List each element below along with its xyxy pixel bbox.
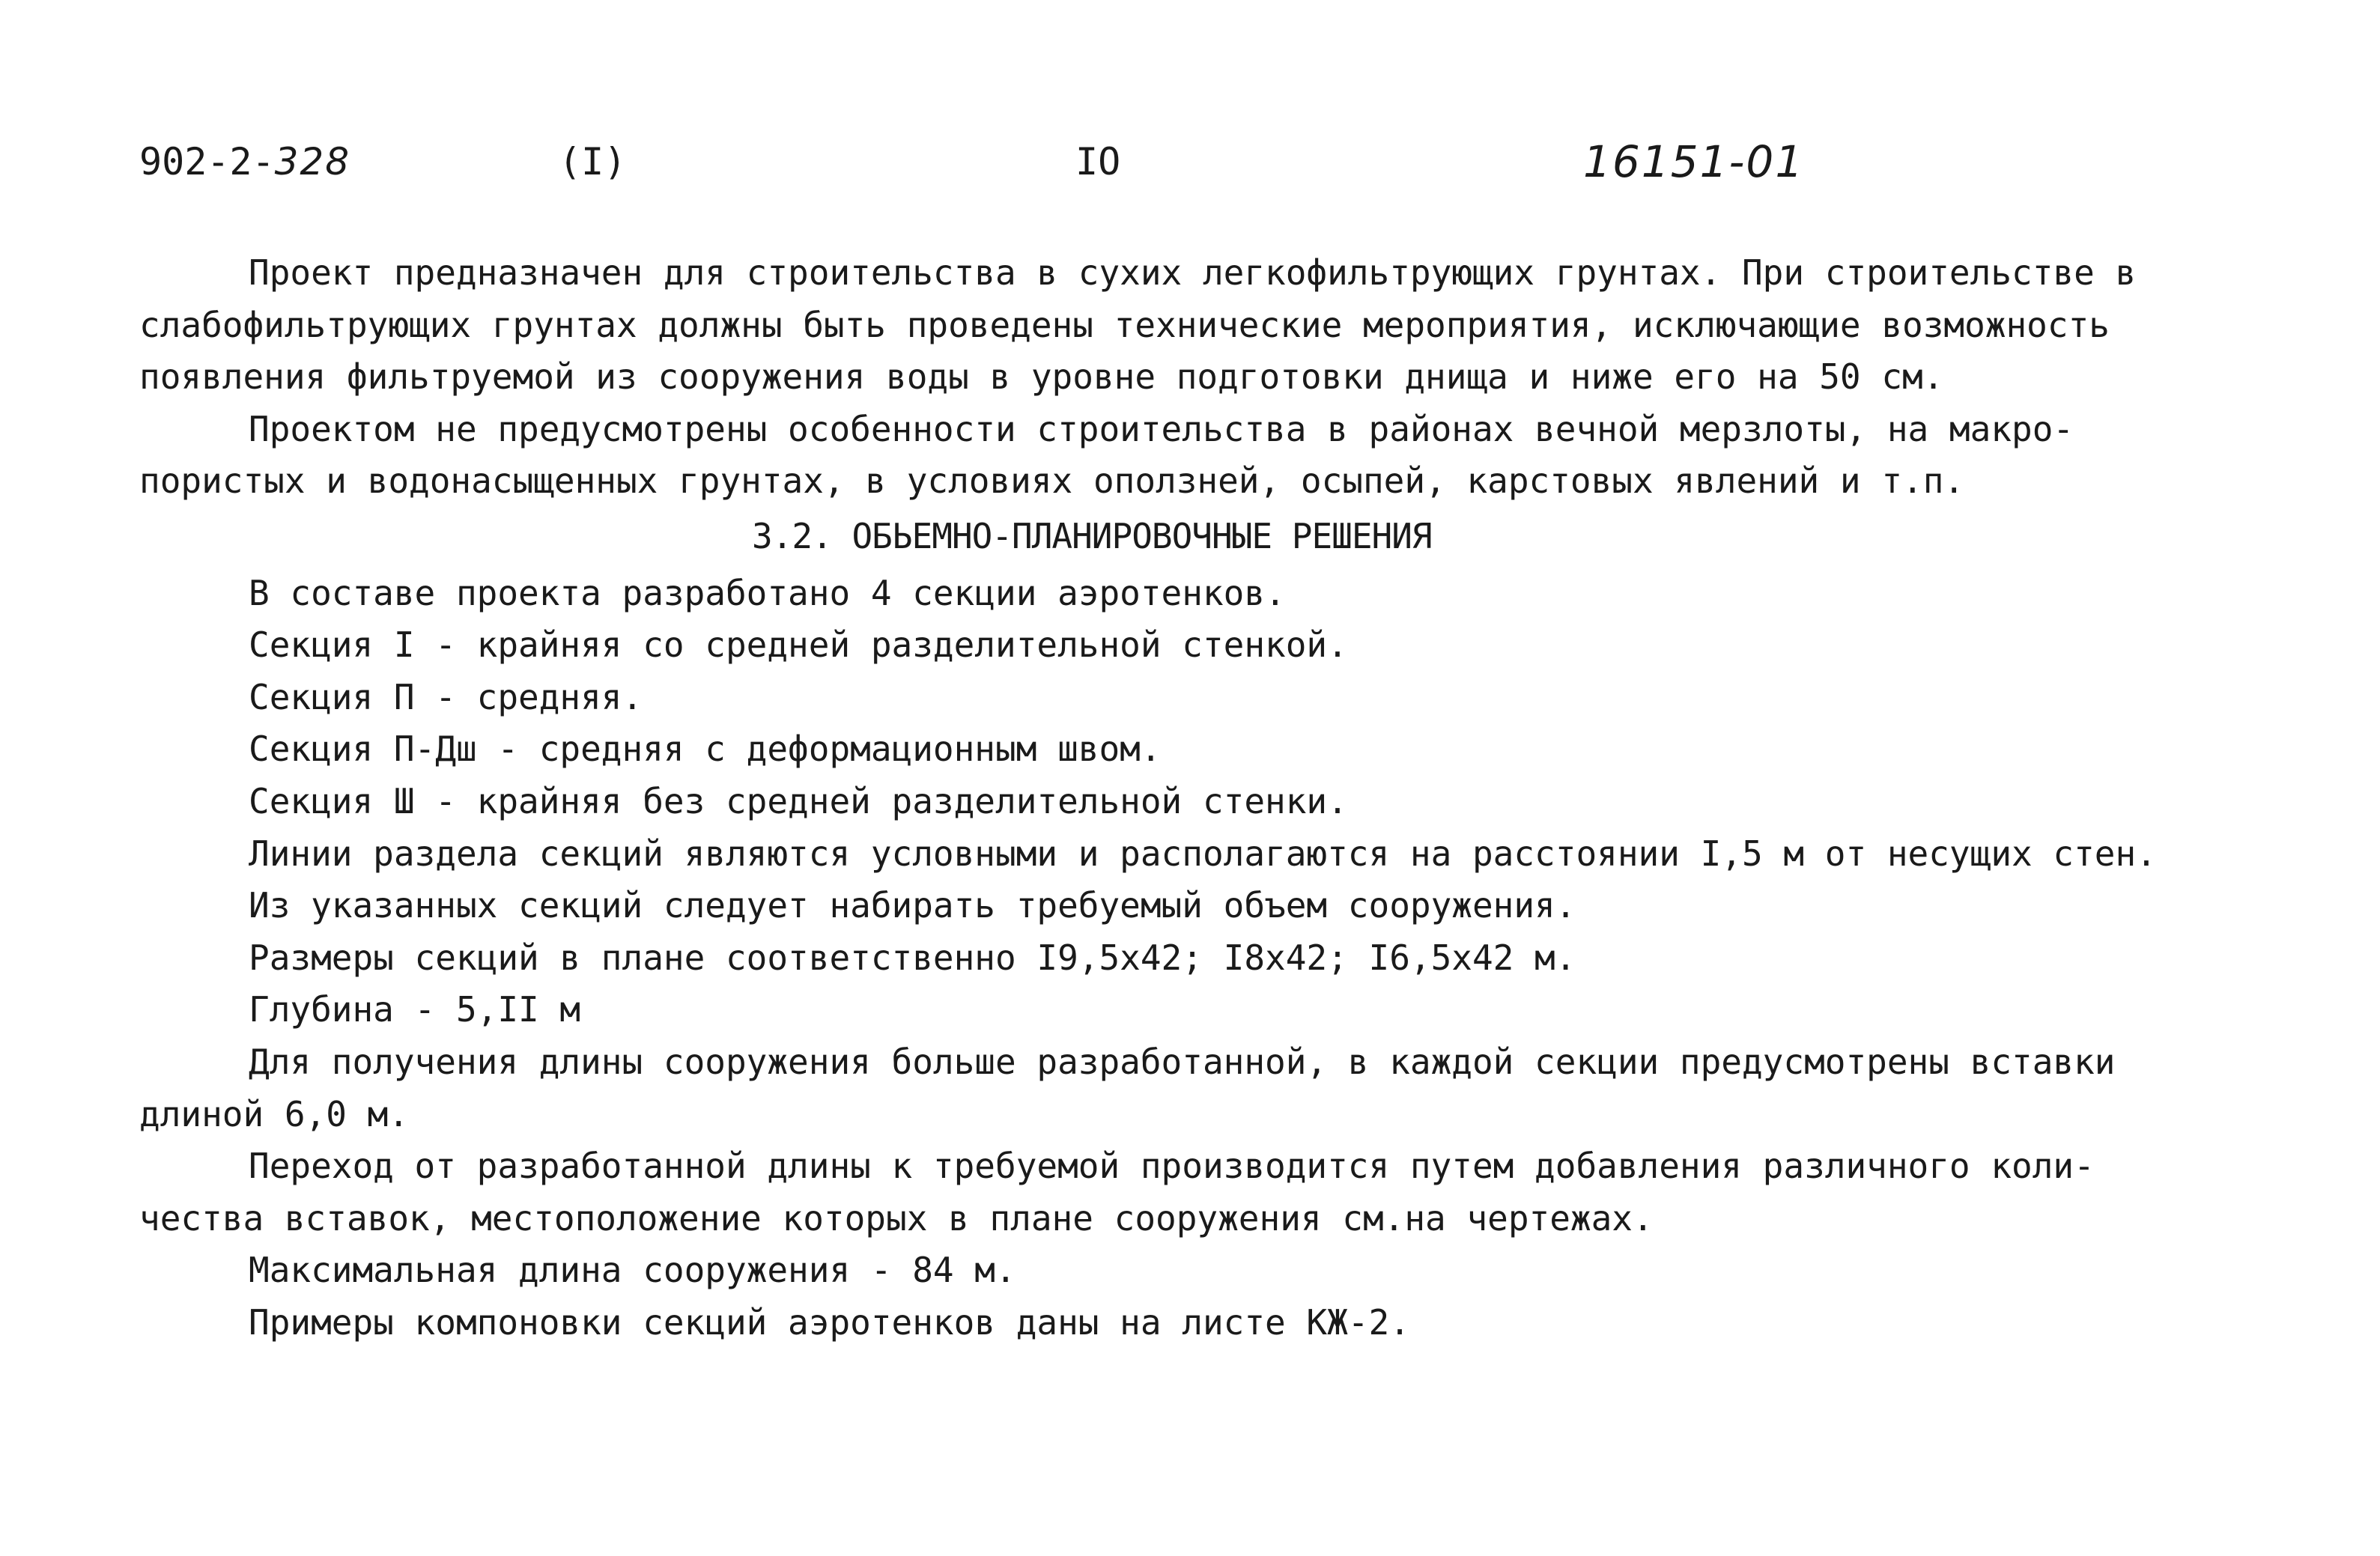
- document-part: (I): [559, 140, 627, 183]
- text-line: Секция I - крайняя со средней разделительной стенкой.: [249, 624, 1348, 666]
- page-number: IO: [1075, 140, 1121, 183]
- text-line: Секция П - средняя.: [249, 676, 643, 717]
- document-body: [139, 247, 2251, 1349]
- sheet-number: 16151-01: [1583, 136, 1805, 187]
- text-line: Размеры секций в плане соответственно I9,5х42; I8х42; I6,5х42 м.: [249, 937, 1576, 978]
- text-line: В составе проекта разработано 4 секции аэротенков.: [249, 572, 1286, 613]
- document-code: [139, 139, 350, 184]
- section-heading: 3.2. ОБЬЕМНО-ПЛАНИРОВОЧНЫЕ РЕШЕНИЯ: [752, 515, 1432, 556]
- text-line: Секция П-Дш - средняя с деформационным швом.: [249, 729, 1162, 770]
- text-line: Глубина - 5,II м: [249, 989, 581, 1030]
- text-line: Проектом не предусмотрены особенности строительства в районах вечной мерзлоты, на макро-: [249, 408, 2074, 449]
- text-line: длиной 6,0 м.: [139, 1093, 410, 1134]
- text-line: Переход от разработанной длины к требуемой производится путем добавления различного коли-: [249, 1146, 2095, 1187]
- text-line: Для получения длины сооружения больше разработанной, в каждой секции предусмотрены вставки: [249, 1041, 2116, 1082]
- document-code-number: 328: [274, 140, 351, 183]
- text-line: пористых и водонасыщенных грунтах, в условиях оползней, осыпей, карстовых явлений и т.п.: [139, 461, 1965, 502]
- text-line: Проект предназначен для строительства в сухих легкофильтрующих грунтах. При строительстве в: [249, 252, 2137, 293]
- text-line: появления фильтруемой из сооружения воды в уровне подготовки днища и ниже его на 50 см.: [139, 356, 1944, 398]
- document-code-prefix: 902-2-: [139, 140, 275, 183]
- text-line: Линии раздела секций являются условными и располагаются на расстоянии I,5 м от несущих стен.: [249, 833, 2157, 874]
- text-line: Из указанных секций следует набирать требуемый объем сооружения.: [249, 885, 1576, 926]
- text-line: чества вставок, местоположение которых в плане сооружения см.на чертежах.: [139, 1197, 1654, 1239]
- text-line: Максимальная длина сооружения - 84 м.: [249, 1250, 1016, 1291]
- text-line: Секция Ш - крайняя без средней разделительной стенки.: [249, 780, 1348, 821]
- text-line: Примеры компоновки секций аэротенков даны на листе КЖ-2.: [249, 1301, 1410, 1343]
- text-line: слабофильтрующих грунтах должны быть проведены технические мероприятия, исключающие возможность: [139, 304, 2110, 345]
